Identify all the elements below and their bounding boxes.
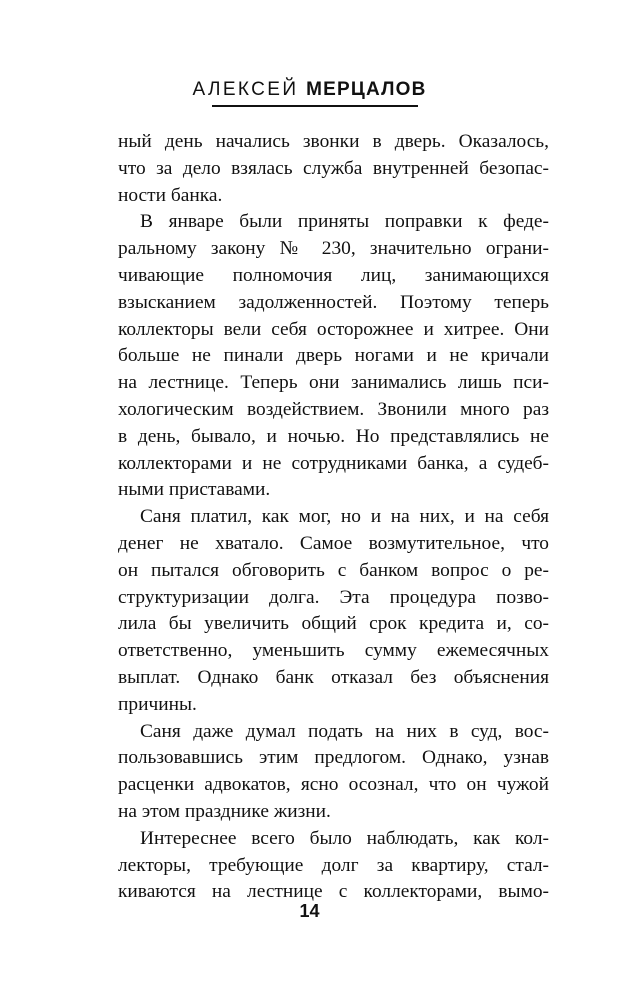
text-line: структуризации долга. Эта процедура позво- xyxy=(118,586,549,608)
text-line: что за дело взялась служба внутренней безопас- xyxy=(118,157,549,179)
text-line: на лестнице. Теперь они занимались лишь пси- xyxy=(118,372,549,394)
text-line: выплат. Однако банк отказал без объяснения xyxy=(118,666,549,688)
text-line: ный день начались звонки в дверь. Оказалось, xyxy=(118,131,549,152)
text-line: лекторы, требующие долг за квартиру, стал- xyxy=(118,854,549,876)
text-line: Саня даже думал подать на них в суд, вос- xyxy=(140,720,549,742)
text-line: больше не пинали дверь ногами и не кричали xyxy=(118,345,549,367)
text-line: ными приставами. xyxy=(118,479,271,501)
text-line: В январе были приняты поправки к феде- xyxy=(140,211,549,233)
text-line: ответственно, уменьшить сумму ежемесячных xyxy=(118,640,549,662)
text-line: расценки адвокатов, ясно осознал, что он чужой xyxy=(118,774,549,796)
text-line: пользовавшись этим предлогом. Однако, узнав xyxy=(118,747,549,769)
text-line: на этом празднике жизни. xyxy=(118,800,331,822)
text-line: он пытался обговорить с банком вопрос о ре- xyxy=(118,559,549,581)
page-number: 14 xyxy=(299,901,320,921)
author-last-name: МЕРЦАЛОВ xyxy=(306,79,427,100)
text-line: причины. xyxy=(118,693,197,715)
text-line: ральному закону № 230, значительно ограни- xyxy=(118,238,549,260)
text-line: Интереснее всего было наблюдать, как кол- xyxy=(140,827,549,849)
header-rule xyxy=(212,105,418,107)
text-line: коллекторы вели себя осторожнее и хитрее. Они xyxy=(118,318,549,340)
text-line: в день, бывало, и ночью. Но представлялись не xyxy=(118,425,549,447)
text-line: киваются на лестнице с коллекторами, вымо- xyxy=(118,881,549,903)
running-header xyxy=(0,78,619,110)
text-line: коллекторами и не сотрудниками банка, а судеб- xyxy=(118,452,549,474)
body-text xyxy=(118,129,549,906)
text-line: лила бы увеличить общий срок кредита и, со- xyxy=(118,613,549,635)
text-line: взысканием задолженностей. Поэтому теперь xyxy=(118,291,549,313)
author-name xyxy=(0,78,619,102)
text-line: Саня платил, как мог, но и на них, и на себя xyxy=(140,506,549,528)
text-line: денег не хватало. Самое возмутительное, что xyxy=(118,532,549,554)
text-line: ности банка. xyxy=(118,184,223,206)
text-line: хологическим воздействием. Звонили много раз xyxy=(118,398,549,420)
text-line: чивающие полномочия лиц, занимающихся xyxy=(118,264,549,286)
author-first-name: АЛЕКСЕЙ xyxy=(192,79,299,100)
